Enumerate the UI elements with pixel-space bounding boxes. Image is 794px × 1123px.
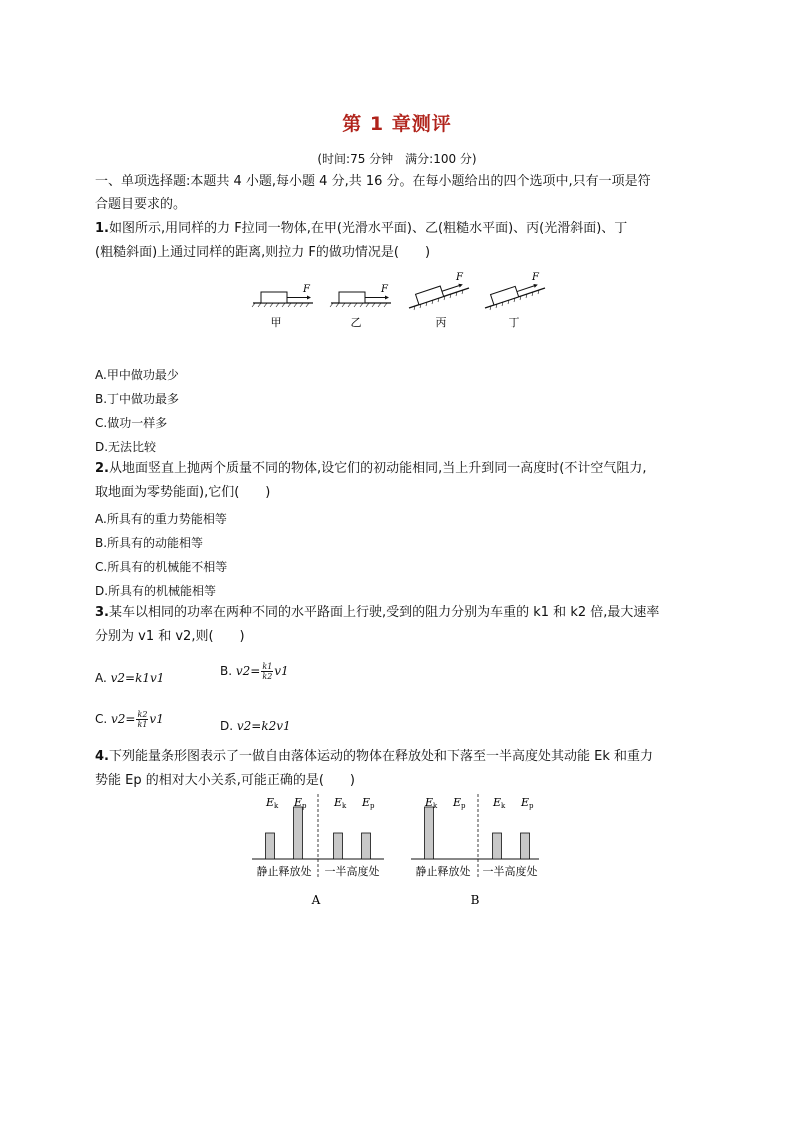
option-rhs: v1 [274,664,289,678]
fraction-denominator: k1 [137,720,148,729]
chart-a-left-label: 静止释放处 [256,865,312,878]
chart-b-left-label: 静止释放处 [415,865,471,878]
energy-bar-ep [294,807,303,859]
force-label: F [303,284,310,295]
fraction-numerator: k1 [262,662,273,671]
question-3-option-b[interactable] [220,662,289,681]
question-2-option-b[interactable]: B.所具有的动能相等 [95,536,204,550]
chart-a-caption: A [311,893,321,907]
energy-bar-label: Ep [521,796,534,810]
question-1-text: 如图所示,用同样的力 F拉同一物体,在甲(光滑水平面)、乙(粗糙水平面)、丙(光滑斜面)、丁 [108,221,628,236]
question-4-line1 [95,748,653,766]
question-3-text: 某车以相同的功率在两种不同的水平路面上行驶,受到的阻力分别为车重的 k1 和 k2 倍,最大速率 [108,605,660,620]
question-1-line1 [95,220,627,238]
figure-label-bing: 丙 [435,316,447,329]
figure-label-ding: 丁 [508,316,520,329]
fraction-numerator: k2 [137,710,148,719]
force-label: F [456,272,463,283]
question-number: 4. [95,749,109,764]
force-label: F [381,284,388,295]
energy-bar-label: Ep [453,796,466,810]
force-label: F [532,272,539,283]
question-3-option-d[interactable] [220,719,291,733]
question-number: 3. [95,605,109,620]
energy-bar-ek [334,833,343,859]
energy-bar-label: Ep [362,796,375,810]
option-letter: A. [95,671,111,685]
energy-bar-label: Ek [334,796,347,810]
option-rhs: v1 [149,712,164,726]
question-1-option-a[interactable]: A.甲中做功最少 [95,368,179,382]
question-number: 2. [95,461,109,476]
question-2-text: 从地面竖直上抛两个质量不同的物体,设它们的初动能相同,当上升到同一高度时(不计空气阻力, [108,461,647,476]
question-3-option-c[interactable] [95,710,164,729]
fraction [261,662,273,681]
energy-bar-label: Ek [493,796,506,810]
question-2-option-c[interactable]: C.所具有的机械能不相等 [95,560,228,574]
question-2-option-a[interactable]: A.所具有的重力势能相等 [95,512,227,526]
question-4-text: 下列能量条形图表示了一做自由落体运动的物体在释放处和下落至一半高度处其动能 Ek 和重力 [108,749,653,764]
question-3-option-a[interactable] [95,671,164,685]
question-3-line1 [95,604,659,622]
question-number: 1. [95,221,109,236]
energy-bar-ep [521,833,530,859]
option-letter: B. [220,664,236,678]
question-2-option-d[interactable]: D.所具有的机械能相等 [95,584,217,598]
figure-jia [252,284,313,329]
option-lhs: v2= [111,712,136,726]
question-2-line1 [95,460,646,478]
section-heading-line1: 一、单项选择题:本题共 4 小题,每小题 4 分,共 16 分。在每小题给出的四个选项中,只有一项是符 [95,174,651,189]
question-1-line2: (粗糙斜面)上通过同样的距离,则拉力 F的做功情况是( ) [95,245,431,260]
figure-yi [330,284,391,329]
exam-info: (时间:75 分钟 满分:100 分) [317,152,477,166]
section-heading-line2: 合题目要求的。 [95,197,187,212]
energy-bar-label: Ep [294,796,307,810]
question-1-option-b[interactable]: B.丁中做功最多 [95,392,180,406]
energy-bar-label: Ek [266,796,279,810]
energy-bar-chart-a [252,792,392,912]
energy-bar-chart-b [411,792,551,912]
option-lhs: v2= [235,664,261,678]
question-1-option-d[interactable]: D.无法比较 [95,440,157,454]
chart-a-right-label: 一半高度处 [324,865,380,878]
option-letter: D. [220,719,237,733]
chart-b-caption: B [470,893,480,907]
figure-ding [485,272,545,329]
option-expression: v2=k1v1 [110,671,165,685]
energy-bar-label: Ek [425,796,438,810]
question-3-line2: 分别为 v1 和 v2,则( ) [95,629,245,644]
energy-bar-ek [493,833,502,859]
question-2-line2: 取地面为零势能面),它们( ) [95,485,271,500]
energy-bar-ek [425,807,434,859]
page-title: 第 1 章测评 [342,113,452,135]
figure-bing [409,272,469,329]
energy-bar-ep [362,833,371,859]
question-1-option-c[interactable]: C.做功一样多 [95,416,168,430]
chart-b-right-label: 一半高度处 [482,865,538,878]
question-1-figure [245,268,550,333]
option-expression: v2=k2v1 [236,719,291,733]
fraction [136,710,148,729]
option-letter: C. [95,712,112,726]
figure-label-jia: 甲 [270,316,282,329]
fraction-denominator: k2 [262,672,273,681]
energy-bar-ek [266,833,275,859]
figure-label-yi: 乙 [350,316,362,329]
question-4-line2: 势能 Ep 的相对大小关系,可能正确的是( ) [95,773,356,788]
